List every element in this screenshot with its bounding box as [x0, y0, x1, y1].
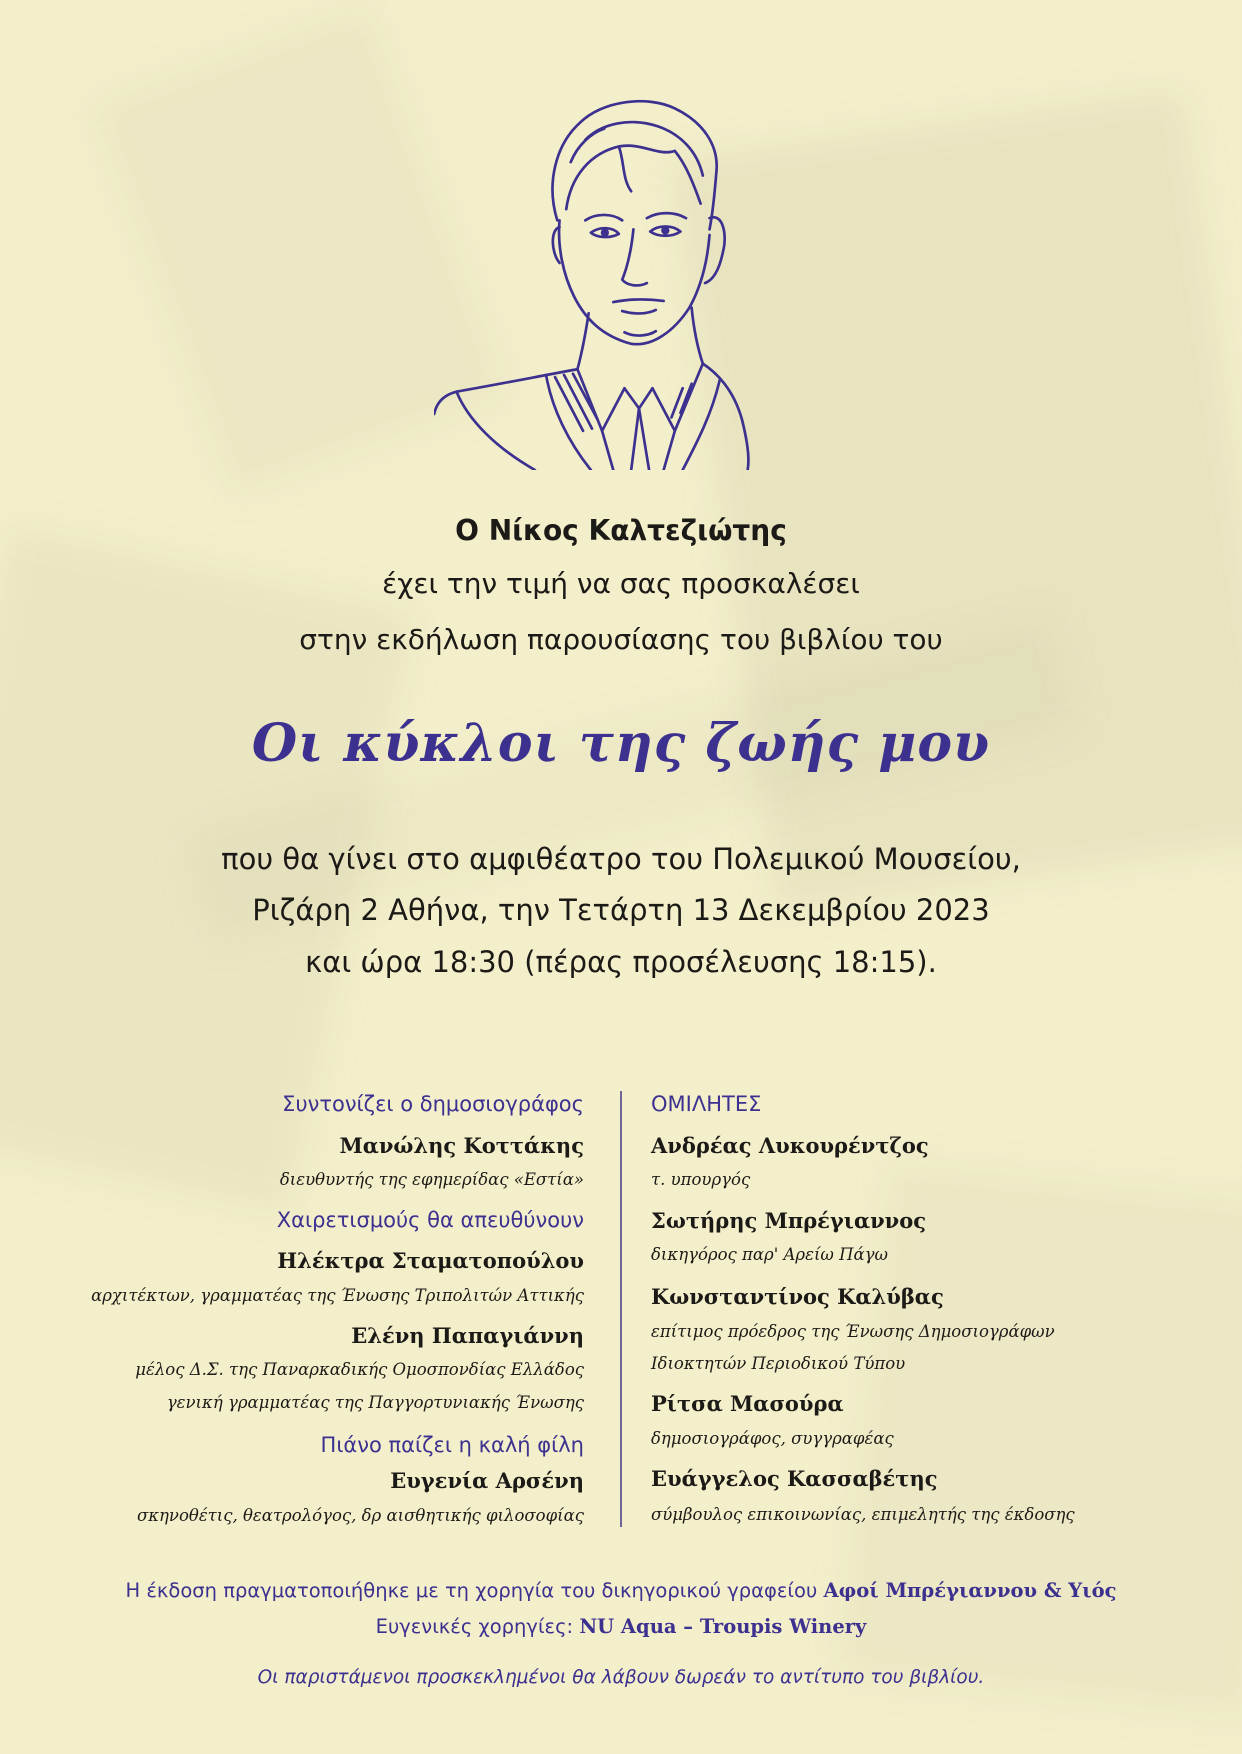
- courtesy-label: Ευγενικές χορηγίες:: [375, 1615, 574, 1638]
- speaker-name: Σωτήρης Μπρέγιαννος: [651, 1208, 927, 1233]
- sponsor-text: Η έκδοση πραγματοποιήθηκε με τη χορηγία του δικηγορικού γραφείου: [125, 1579, 818, 1602]
- sponsor-line: [0, 1577, 1242, 1605]
- program-right-column: [651, 0, 1211, 1754]
- invite-line-2: στην εκδήλωση παρουσίασης του βιβλίου του: [299, 623, 943, 656]
- moderator-role: διευθυντής της εφημερίδας «Εστία»: [279, 1170, 584, 1189]
- speaker-name: Ανδρέας Λυκουρέντζος: [651, 1133, 929, 1158]
- speaker-role: σύμβουλος επικοινωνίας, επιμελητής της έκδοσης: [651, 1505, 1075, 1524]
- pianist-role: σκηνοθέτις, θεατρολόγος, δρ αισθητικής φιλοσοφίας: [136, 1506, 584, 1525]
- greeter-role: μέλος Δ.Σ. της Παναρκαδικής Ομοσπονδίας Ελλάδος: [135, 1360, 584, 1379]
- sponsor-name: Αφοί Μπρέγιαννου & Υιός: [823, 1579, 1117, 1602]
- book-title: Οι κύκλοι της ζωής μου: [251, 713, 991, 774]
- invite-line-1: έχει την τιμή να σας προσκαλέσει: [382, 567, 860, 600]
- speaker-role: δημοσιογράφος, συγγραφέας: [651, 1429, 894, 1448]
- speaker-name: Ευάγγελος Κασσαβέτης: [651, 1466, 938, 1491]
- greeter-role: αρχιτέκτων, γραμματέας της Ένωσης Τριπολιτών Αττικής: [91, 1286, 584, 1305]
- program-left-column: [0, 0, 584, 1754]
- greetings-label: Χαιρετισμούς θα απευθύνουν: [276, 1208, 584, 1232]
- column-divider: [620, 1091, 622, 1527]
- venue-line-1: που θα γίνει στο αμφιθέατρο του Πολεμικού Μουσείου,: [221, 842, 1021, 876]
- speaker-name: Κωνσταντίνος Καλύβας: [651, 1284, 944, 1309]
- free-copy-note: Οι παριστάμενοι προσκεκλημένοι θα λάβουν δωρεάν το αντίτυπο του βιβλίου.: [257, 1667, 985, 1688]
- host-name: Ο Νίκος Καλτεζιώτης: [455, 514, 787, 547]
- greeter-name: Ηλέκτρα Σταματοπούλου: [277, 1248, 584, 1273]
- speaker-role: Ιδιοκτητών Περιοδικού Τύπου: [651, 1354, 906, 1373]
- speakers-label: ΟΜΙΛΗΤΕΣ: [651, 1092, 762, 1116]
- courtesy-sponsors: NU Aqua – Troupis Winery: [579, 1615, 867, 1638]
- venue-line-2: Ριζάρη 2 Αθήνα, την Τετάρτη 13 Δεκεμβρίου 2023: [252, 893, 990, 927]
- piano-label: Πιάνο παίζει η καλή φίλη: [320, 1433, 584, 1457]
- pianist-name: Ευγενία Αρσένη: [390, 1468, 584, 1493]
- speaker-role: τ. υπουργός: [651, 1170, 751, 1189]
- speaker-name: Ρίτσα Μασούρα: [651, 1391, 844, 1416]
- moderator-name: Μανώλης Κοττάκης: [339, 1133, 584, 1158]
- speaker-role: επίτιμος πρόεδρος της Ένωσης Δημοσιογράφων: [651, 1322, 1055, 1341]
- moderator-label: Συντονίζει ο δημοσιογράφος: [282, 1092, 584, 1116]
- greeter-role: γενική γραμματέας της Παγγορτυνιακής Ένωσης: [166, 1393, 584, 1412]
- venue-line-3: και ώρα 18:30 (πέρας προσέλευσης 18:15).: [305, 945, 937, 979]
- greeter-name: Ελένη Παπαγιάννη: [351, 1323, 584, 1348]
- courtesy-sponsors-line: [0, 1613, 1242, 1641]
- speaker-role: δικηγόρος παρ' Αρείω Πάγω: [651, 1245, 888, 1264]
